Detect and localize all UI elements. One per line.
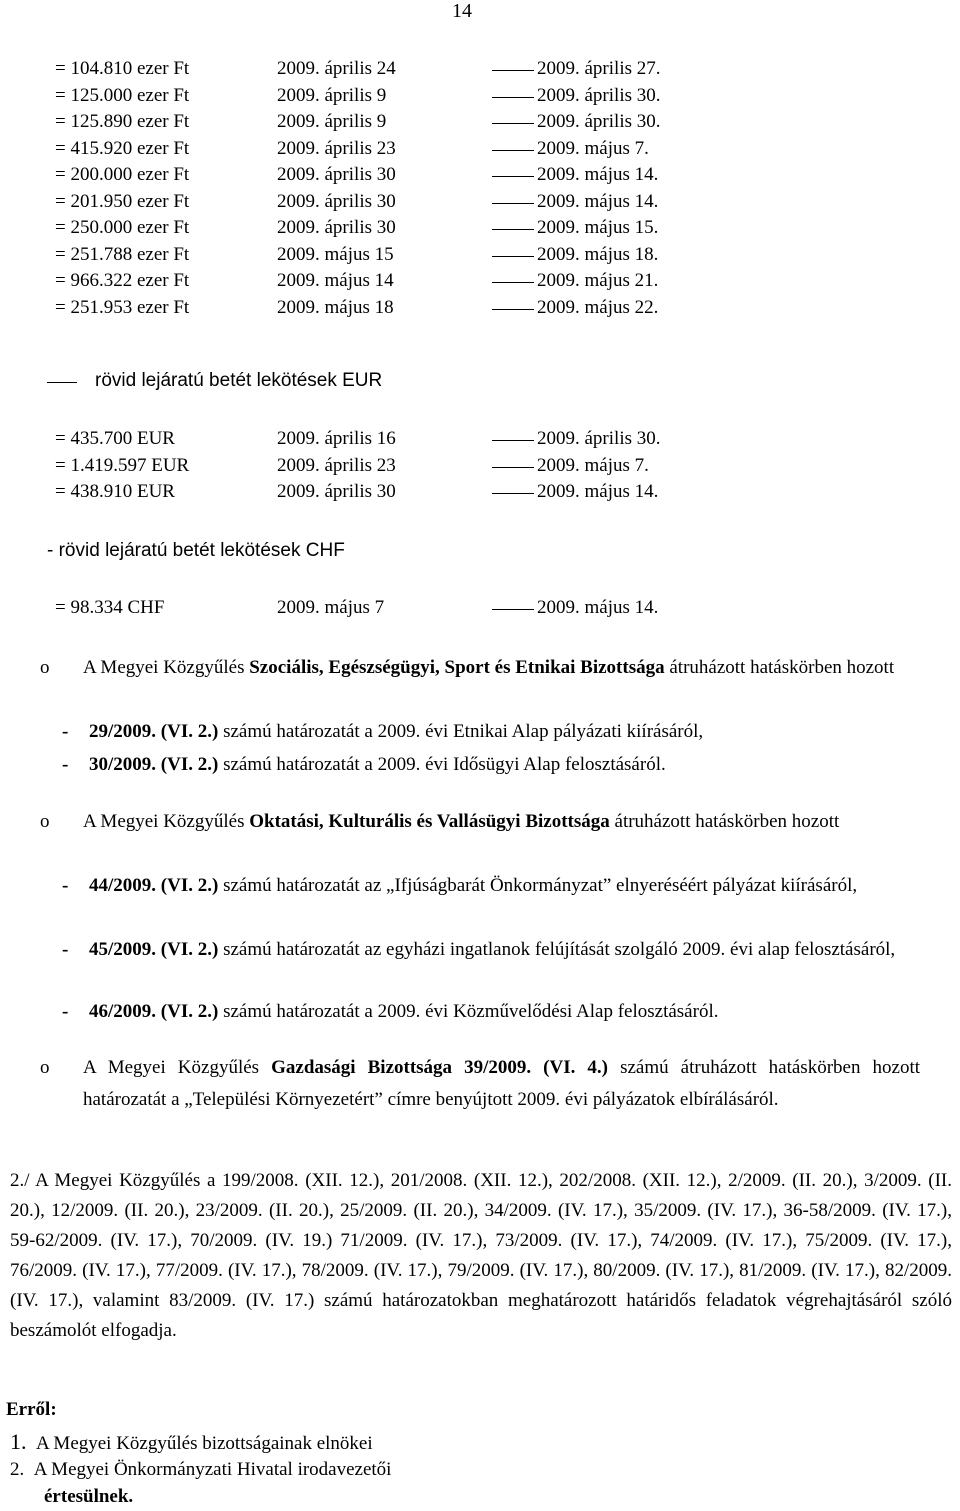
deposit-row — [55, 297, 915, 323]
deposit-end-date: 2009. május 14. — [537, 164, 659, 185]
deposit-start-date: 2009. május 14 — [277, 270, 394, 291]
deposit-row — [55, 597, 915, 623]
deposit-end-date: 2009. május 14. — [537, 190, 659, 212]
deposit-end-date: 2009. május 21. — [537, 270, 659, 291]
deposit-row — [55, 164, 915, 190]
deposit-end-date: 2009. április 30. — [537, 111, 661, 132]
committee-text: A Megyei Közgyűlés Gazdasági Bizottsága 39/2009. (VI. 4.) számú átruházott hatáskörben hozott határozatát a „Települési Környezetért” címre benyújtott 2009. évi pályázatok elbírálásáról. — [83, 1057, 921, 1110]
range-dash — [492, 70, 534, 71]
range-dash — [492, 467, 534, 468]
range-dash — [492, 440, 534, 441]
deposit-row — [55, 455, 915, 481]
chf-heading: - rövid lejáratú betét lekötések CHF — [47, 540, 345, 561]
deposit-start-date: 2009. május 18 — [277, 296, 394, 318]
range-dash — [492, 176, 534, 177]
deposit-amount: = 125.890 ezer Ft — [55, 111, 190, 132]
deposit-end-date: 2009. május 7. — [537, 454, 649, 476]
deposit-start-date: 2009. április 23 — [277, 137, 396, 159]
deposit-end-date: 2009. május 7. — [537, 137, 649, 159]
deposit-start-date: 2009. április 30 — [277, 190, 396, 212]
committee-block-education — [40, 806, 920, 838]
deposit-amount: = 125.000 ezer Ft — [55, 84, 190, 106]
deposit-row — [55, 85, 915, 111]
deposit-amount: = 251.788 ezer Ft — [55, 243, 190, 265]
deposit-start-date: 2009. április 9 — [277, 84, 387, 106]
deposit-start-date: 2009. április 30 — [277, 164, 396, 185]
deposit-row — [55, 481, 915, 507]
deposit-start-date: 2009. április 16 — [277, 428, 396, 449]
resolution-item: - 29/2009. (VI. 2.) számú határozatát a 2009. évi Etnikai Alap pályázati kiírásáról, — [62, 721, 704, 742]
deposit-end-date: 2009. május 15. — [537, 217, 659, 238]
deposit-end-date: 2009. május 22. — [537, 296, 659, 318]
range-dash — [492, 229, 534, 230]
deposit-start-date: 2009. április 30 — [277, 481, 396, 502]
deposit-amount: = 98.334 CHF — [55, 597, 165, 618]
bullet-marker: o — [40, 1057, 50, 1078]
range-dash — [492, 150, 534, 151]
deposit-amount: = 415.920 ezer Ft — [55, 137, 190, 159]
notify-item: 2. A Megyei Önkormányzati Hivatal irodavezetői — [10, 1459, 392, 1480]
range-dash — [492, 282, 534, 283]
deposit-row — [55, 428, 915, 454]
deposit-amount: = 251.953 ezer Ft — [55, 296, 190, 318]
range-dash — [492, 493, 534, 494]
deposit-end-date: 2009. május 14. — [537, 481, 659, 502]
committee-block-social — [40, 652, 920, 684]
eur-heading: rövid lejáratú betét lekötések EUR — [95, 370, 383, 391]
deposit-start-date: 2009. május 7 — [277, 597, 385, 618]
deposit-start-date: 2009. április 30 — [277, 217, 396, 238]
resolution-item: - 44/2009. (VI. 2.) számú határozatát az „Ifjúságbarát Önkormányzat” elnyeréséért pályázat kiírásáról, — [62, 875, 858, 896]
deposit-start-date: 2009. április 24 — [277, 58, 396, 79]
deposit-start-date: 2009. április 23 — [277, 454, 396, 476]
notify-heading: Erről: — [6, 1399, 57, 1420]
deposit-amount: = 1.419.597 EUR — [55, 454, 190, 476]
deposit-row — [55, 138, 915, 164]
deposit-start-date: 2009. május 15 — [277, 243, 394, 265]
range-dash — [492, 309, 534, 310]
bullet-marker: o — [40, 657, 50, 678]
range-dash — [492, 256, 534, 257]
deposit-amount: = 966.322 ezer Ft — [55, 270, 190, 291]
deposit-end-date: 2009. április 30. — [537, 428, 661, 449]
deposit-amount: = 435.700 EUR — [55, 428, 175, 449]
page-number: 14 — [452, 0, 472, 22]
deposit-amount: = 104.810 ezer Ft — [55, 58, 190, 79]
report-paragraph: 2./ A Megyei Közgyűlés a 199/2008. (XII. 12.), 201/2008. (XII. 12.), 202/2008. (XII. 12.), 2/2009. (II. 20.), 3/2009. (II. 20.), 12/2009. (II. 20.), 23/2009. (II. 20.), 25/2009. (II. 20.), 34/2009. (IV. 17.), 35/2009. (IV. 17.), 36-58/2009. (IV. 17.), 59-62/2009. (IV. 17.), 70/2009. (IV. 19.) 71/2009. (IV. 17.), 73/2009. (IV. 17.), 74/2009. (IV. 17.), 75/2009. (IV. 17.), 76/2009. (IV. 17.), 77/2009. (IV. 17.), 78/2009. (IV. 17.), 79/2009. (IV. 17.), 80/2009. (IV. 17.), 81/2009. (IV. 17.), 82/2009. (IV. 17.), valamint 83/2009. (IV. 17.) számú határozatokban meghatározott határidős feladatok végrehajtásáról szóló beszámolót elfogadja. — [10, 1170, 952, 1341]
deposit-amount: = 250.000 ezer Ft — [55, 217, 190, 238]
deposit-start-date: 2009. április 9 — [277, 111, 387, 132]
deposit-row — [55, 111, 915, 137]
deposit-end-date: 2009. május 18. — [537, 243, 659, 265]
resolution-item: - 45/2009. (VI. 2.) számú határozatát az egyházi ingatlanok felújítását szolgáló 2009. évi alap felosztásáról, — [62, 939, 896, 960]
deposit-row — [55, 58, 915, 84]
range-dash — [492, 123, 534, 124]
range-dash — [492, 97, 534, 98]
deposit-end-date: 2009. április 27. — [537, 58, 661, 79]
committee-text: A Megyei Közgyűlés Szociális, Egészségügyi, Sport és Etnikai Bizottsága átruházott hatáskörben hozott — [83, 657, 895, 678]
deposit-row — [55, 217, 915, 243]
range-dash — [492, 203, 534, 204]
notify-item: 1. A Megyei Közgyűlés bizottságainak elnökei — [10, 1429, 373, 1454]
resolution-item: - 46/2009. (VI. 2.) számú határozatát a 2009. évi Közművelődési Alap felosztásáról. — [62, 1001, 719, 1022]
deposit-end-date: 2009. április 30. — [537, 84, 661, 106]
deposit-row — [55, 270, 915, 296]
committee-block-economic — [40, 1052, 920, 1116]
deposit-amount: = 201.950 ezer Ft — [55, 190, 190, 212]
deposit-row — [55, 244, 915, 270]
deposit-end-date: 2009. május 14. — [537, 597, 659, 618]
deposit-amount: = 438.910 EUR — [55, 481, 175, 502]
section-dash — [47, 382, 77, 383]
deposit-row — [55, 191, 915, 217]
bullet-marker: o — [40, 811, 50, 832]
range-dash — [492, 609, 534, 610]
committee-text: A Megyei Közgyűlés Oktatási, Kulturális és Vallásügyi Bizottsága átruházott hatáskörben hozott — [83, 811, 840, 832]
resolution-item: - 30/2009. (VI. 2.) számú határozatát a 2009. évi Idősügyi Alap felosztásáról. — [62, 754, 666, 775]
deposit-amount: = 200.000 ezer Ft — [55, 164, 190, 185]
notify-closing: értesülnek. — [44, 1486, 134, 1507]
